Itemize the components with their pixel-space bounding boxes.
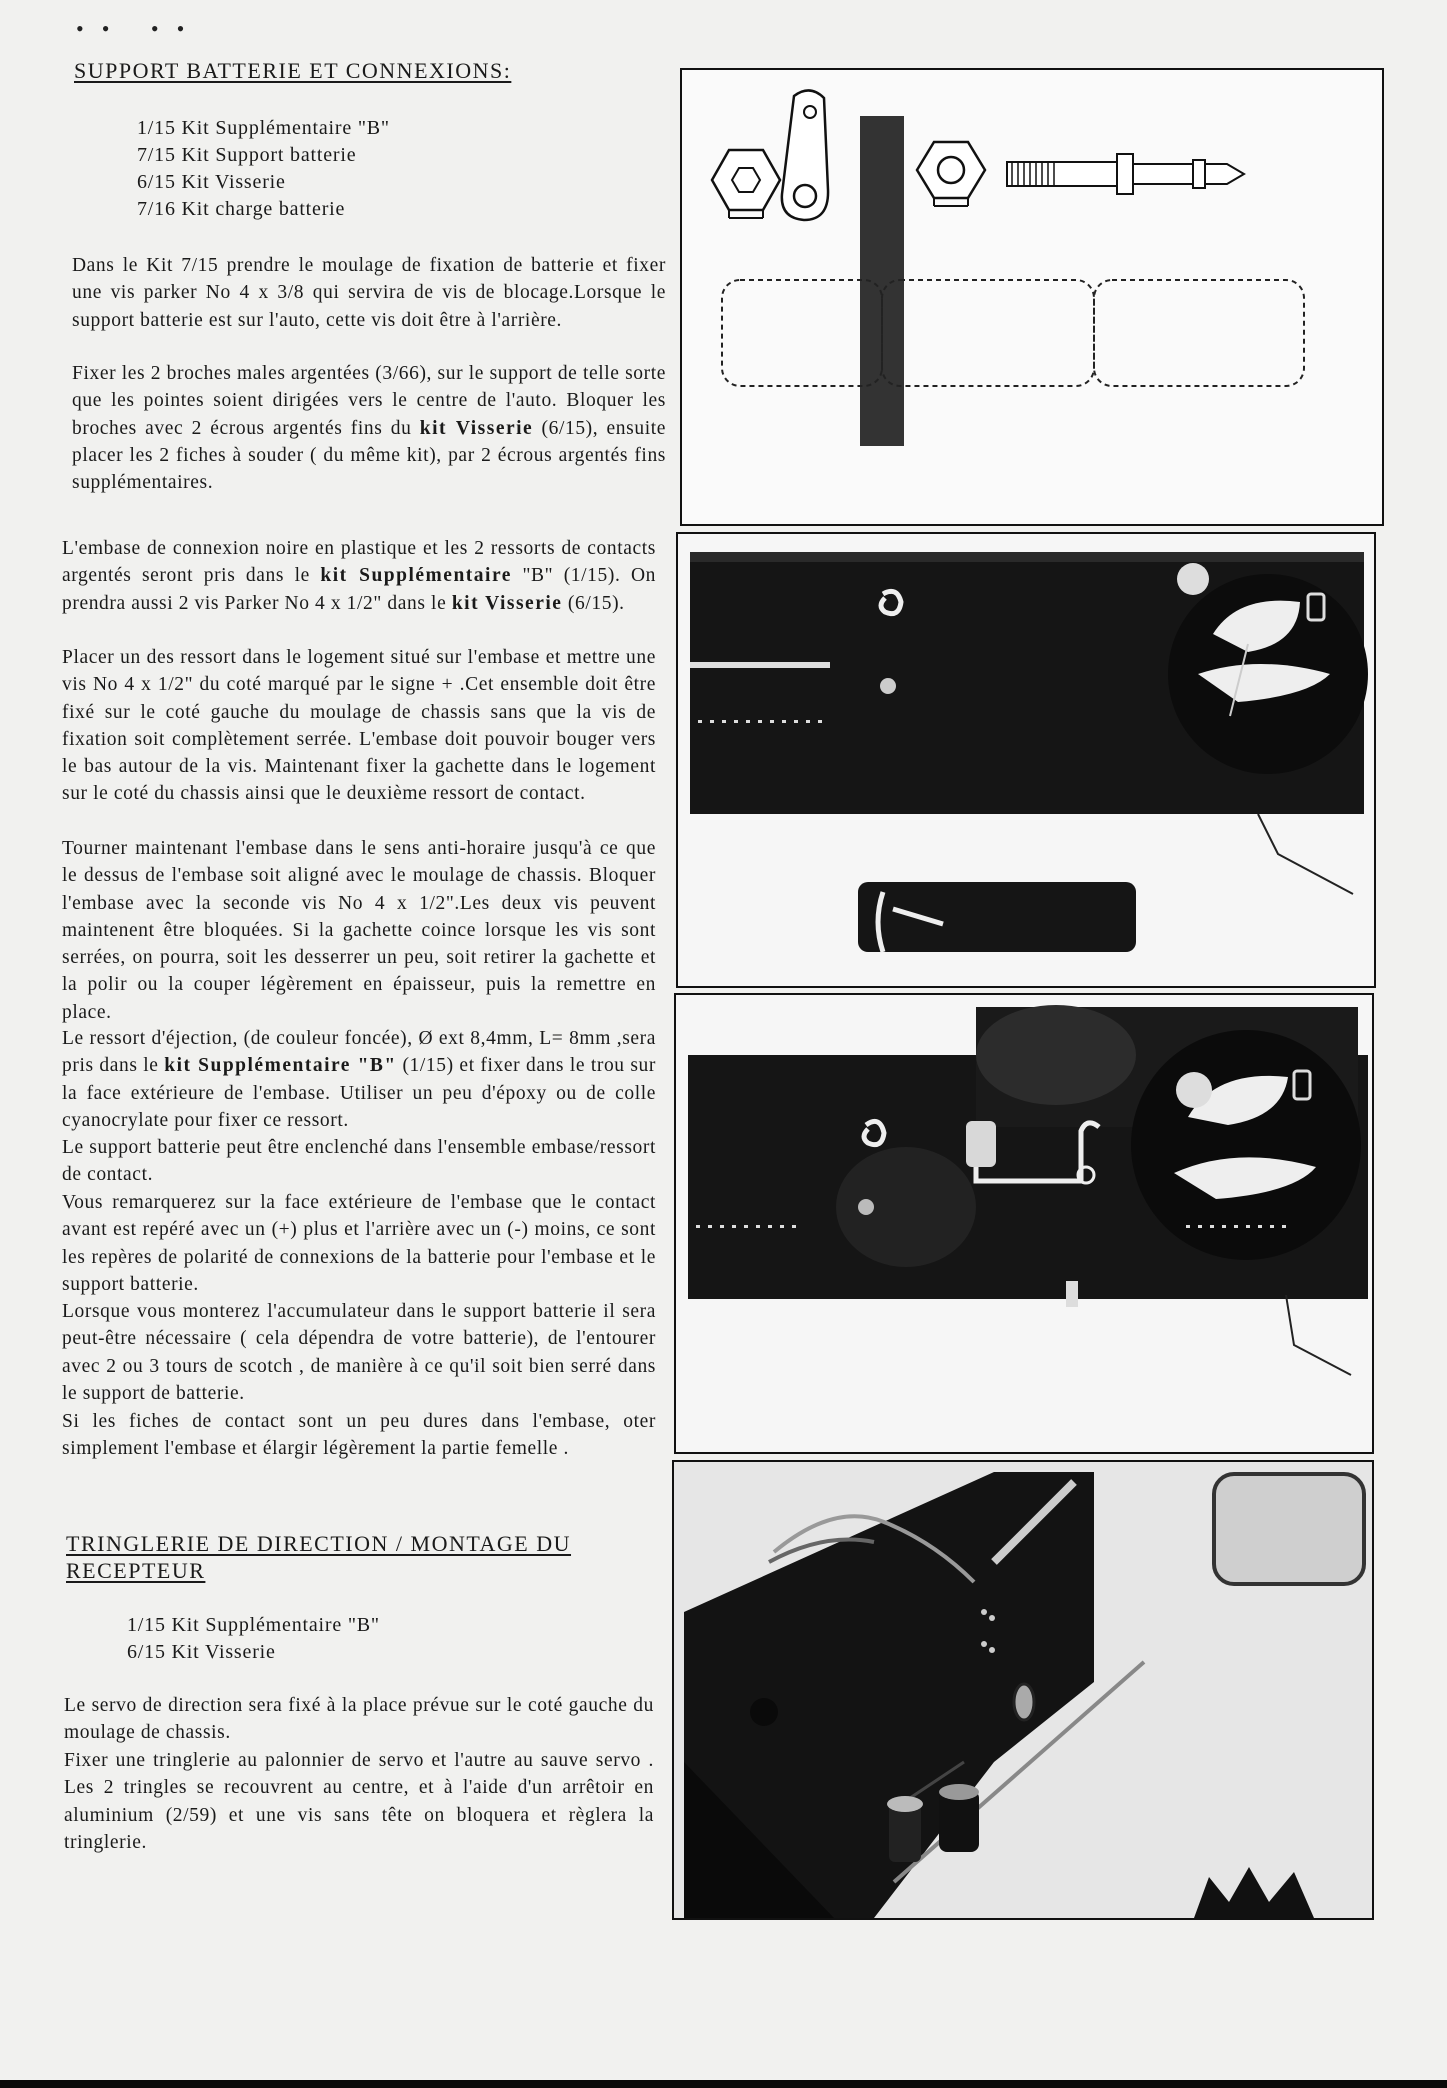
hex-nut-icon	[917, 142, 985, 206]
paragraph: Tourner maintenant l'embase dans le sens anti-horaire jusqu'à ce que le dessus de l'embase soit aligné avec le moulage de chassis. Bloquer l'embase avec la seconde vis No 4 x 1/2".Les deux vis peuvent maintenent être bloquées. Si la gachette coince lorsque les vis sont serrées, on pourra, soit les desserrer un peu, soit retirer la gachette et la polir ou la couper légèrement en épaisseur, puis la remettre en place.	[62, 838, 656, 1023]
battery-outline	[722, 280, 1304, 386]
scan-bottom-edge	[0, 2080, 1447, 2088]
parts-diagram-figure	[680, 68, 1384, 526]
photo-embase	[678, 534, 1374, 986]
paragraph: Lorsque vous monterez l'accumulateur dans le support batterie il sera peut-être nécessaire ( cela dépendra de votre batterie), de l'entourer avec 2 ou 3 tours de scotch , de manière à ce qu'il soit bien serré dans le support de batterie.	[62, 1301, 656, 1404]
paragraph: Le support batterie peut être enclenché dans l'ensemble embase/ressort de contact.	[62, 1137, 656, 1186]
hex-nut-icon	[712, 150, 780, 218]
kit-list-battery	[137, 115, 390, 223]
paragraph: Le ressort d'éjection, (de couleur foncée), Ø ext 8,4mm, L= 8mm ,sera pris dans le kit Supplémentaire "B" (1/15) et fixer dans le trou sur la face extérieure de l'embase. Utiliser un peu d'époxy ou de colle cyanocrylate pour fixer ce ressort.	[62, 1028, 656, 1131]
kit-item: 1/15 Kit Supplémentaire "B"	[127, 1614, 380, 1636]
paragraph: Dans le Kit 7/15 prendre le moulage de fixation de batterie et fixer une vis parker No 4 x 3/8 qui servira de vis de blocage.Lorsque le support batterie est sur l'auto, cette vis doit être à l'arrière.	[72, 255, 666, 331]
paragraph: Fixer les 2 broches males argentées (3/66), sur le support de telle sorte que les pointes soient dirigées vers le centre de l'auto. Bloquer les broches avec 2 écrous argentés fins du kit Visserie (6/15), ensuite placer les 2 fiches à souder ( du même kit), par 2 écrous argentés fins supplémentaires.	[72, 363, 666, 494]
paragraph: L'embase de connexion noire en plastique et les 2 ressorts de contacts argentés seront pris dans le kit Supplémentaire "B" (1/15). On prendra aussi 2 vis Parker No 4 x 1/2" dans le kit Visserie (6/15).	[62, 538, 657, 614]
kit-item: 6/15 Kit Visserie	[137, 171, 286, 193]
kit-item: 7/15 Kit Support batterie	[137, 144, 357, 166]
corner-mark: •• ••	[76, 16, 203, 41]
paragraph: Vous remarquerez sur la face extérieure de l'embase que le contact avant est repéré avec un (+) plus et l'arrière avec un (-) moins, ce sont les repères de polarité de connexions de la batterie pour l'embase et le support batterie.	[62, 1192, 656, 1295]
photo-steering	[674, 1462, 1372, 1918]
male-pin-icon	[1007, 154, 1244, 194]
photo-assembly-figure	[674, 993, 1374, 1454]
parts-diagram	[682, 70, 1382, 524]
kit-list-steering	[127, 1612, 380, 1666]
paragraph: Placer un des ressort dans le logement situé sur l'embase et mettre une vis No 4 x 1/2" du coté marqué par le signe + .Cet ensemble doit être fixé sur le coté gauche du moulage de chassis sans que la vis de fixation soit complètement serrée. L'embase doit pouvoir bouger vers le bas autour de la vis. Maintenant fixer la gachette dans le logement sur le coté du chassis ainsi que le deuxième ressort de contact.	[62, 647, 656, 805]
paragraph: Fixer une tringlerie au palonnier de servo et l'autre au sauve servo . Les 2 tringles se recouvrent au centre, et à l'aide d'un arrêtoir en aluminium (2/59) et une vis sans tête on bloquera et règlera la tringlerie.	[64, 1750, 654, 1853]
paragraph: Le servo de direction sera fixé à la place prévue sur le coté gauche du moulage de chassis.	[64, 1695, 654, 1744]
kit-item: 1/15 Kit Supplémentaire "B"	[137, 117, 390, 139]
solder-lug-icon	[782, 90, 828, 220]
paragraph: Si les fiches de contact sont un peu dures dans l'embase, oter simplement l'embase et élargir légèrement la partie femelle .	[62, 1411, 656, 1460]
section-title-steering: TRINGLERIE DE DIRECTION / MONTAGE DU RECEPTEUR	[66, 1531, 572, 1583]
photo-assembly	[676, 995, 1372, 1452]
section-title-battery: SUPPORT BATTERIE ET CONNEXIONS:	[74, 58, 512, 83]
kit-item: 6/15 Kit Visserie	[127, 1641, 276, 1663]
photo-steering-figure	[672, 1460, 1374, 1920]
photo-embase-figure	[676, 532, 1376, 988]
kit-item: 7/16 Kit charge batterie	[137, 198, 346, 220]
